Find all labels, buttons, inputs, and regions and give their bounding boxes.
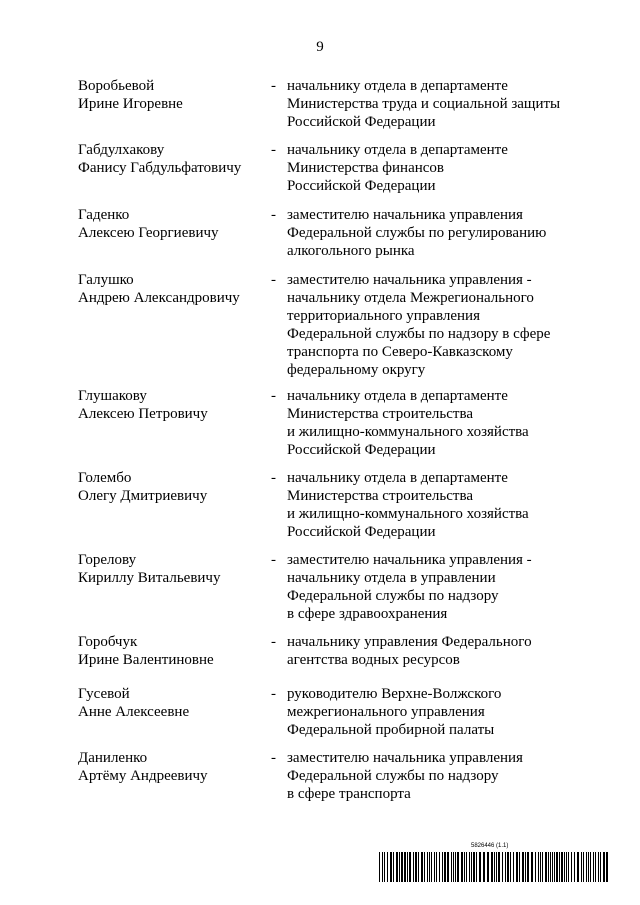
entry-position bbox=[287, 633, 577, 669]
page-number: 9 bbox=[316, 39, 324, 55]
entry-name bbox=[78, 469, 263, 505]
position-line: агентства водных ресурсов bbox=[287, 652, 460, 668]
entry-dash: - bbox=[271, 552, 276, 568]
given-names: Андрею Александровичу bbox=[78, 290, 240, 306]
given-names: Ирине Валентиновне bbox=[78, 652, 214, 668]
given-names: Анне Алексеевне bbox=[78, 704, 190, 720]
position-line: начальнику отдела в управлении bbox=[287, 570, 496, 586]
entry-position bbox=[287, 141, 577, 195]
entry-position bbox=[287, 387, 577, 459]
entry-name bbox=[78, 141, 263, 177]
position-line: Министерства финансов bbox=[287, 160, 444, 176]
position-line: Министерства труда и социальной защиты bbox=[287, 96, 561, 112]
entry-dash: - bbox=[271, 388, 276, 404]
given-names: Кириллу Витальевичу bbox=[78, 570, 221, 586]
position-line: начальнику отдела Межрегионального bbox=[287, 290, 534, 306]
position-line: Федеральной службы по надзору в сфере bbox=[287, 326, 551, 342]
entry-name bbox=[78, 206, 263, 242]
entry-name bbox=[78, 633, 263, 669]
entry-name bbox=[78, 77, 263, 113]
position-line: Российской Федерации bbox=[287, 178, 436, 194]
position-line: заместителю начальника управления bbox=[287, 750, 523, 766]
barcode-caption: 5826446 (1.1) bbox=[471, 843, 509, 849]
position-line: в сфере транспорта bbox=[287, 786, 411, 802]
position-line: заместителю начальника управления bbox=[287, 207, 523, 223]
given-names: Алексею Георгиевичу bbox=[78, 225, 219, 241]
entry-position bbox=[287, 206, 577, 260]
position-line: транспорта по Северо-Кавказскому bbox=[287, 344, 513, 360]
position-line: начальнику отдела в департаменте bbox=[287, 388, 508, 404]
position-line: алкогольного рынка bbox=[287, 243, 415, 259]
position-line: Федеральной службы по регулированию bbox=[287, 225, 547, 241]
position-line: в сфере здравоохранения bbox=[287, 606, 448, 622]
barcode-icon bbox=[379, 852, 610, 882]
position-line: федеральному округу bbox=[287, 362, 426, 378]
position-line: Российской Федерации bbox=[287, 114, 436, 130]
position-line: Федеральной пробирной палаты bbox=[287, 722, 495, 738]
surname: Горелову bbox=[78, 552, 137, 568]
document-barcode bbox=[379, 843, 610, 885]
position-line: и жилищно-коммунального хозяйства bbox=[287, 424, 529, 440]
position-line: Федеральной службы по надзору bbox=[287, 768, 499, 784]
given-names: Ирине Игоревне bbox=[78, 96, 183, 112]
entry-name bbox=[78, 271, 263, 307]
entry-name bbox=[78, 387, 263, 423]
entry-position bbox=[287, 271, 577, 379]
position-line: Министерства строительства bbox=[287, 406, 474, 422]
entry-position bbox=[287, 749, 577, 803]
surname: Даниленко bbox=[78, 750, 148, 766]
entry-name bbox=[78, 551, 263, 587]
surname: Гаденко bbox=[78, 207, 130, 223]
position-line: начальнику отдела в департаменте bbox=[287, 142, 508, 158]
surname: Галушко bbox=[78, 272, 134, 288]
entry-position bbox=[287, 77, 577, 131]
entry-dash: - bbox=[271, 78, 276, 94]
entry-dash: - bbox=[271, 686, 276, 702]
position-line: Российской Федерации bbox=[287, 524, 436, 540]
entry-position bbox=[287, 551, 577, 623]
entry-dash: - bbox=[271, 750, 276, 766]
position-line: Российской Федерации bbox=[287, 442, 436, 458]
position-line: начальнику отдела в департаменте bbox=[287, 78, 508, 94]
position-line: руководителю Верхне-Волжского bbox=[287, 686, 502, 702]
entry-dash: - bbox=[271, 142, 276, 158]
entry-position bbox=[287, 685, 577, 739]
position-line: Федеральной службы по надзору bbox=[287, 588, 499, 604]
given-names: Алексею Петровичу bbox=[78, 406, 208, 422]
position-line: территориального управления bbox=[287, 308, 480, 324]
entry-name bbox=[78, 749, 263, 785]
entry-dash: - bbox=[271, 272, 276, 288]
entry-position bbox=[287, 469, 577, 541]
position-line: заместителю начальника управления - bbox=[287, 272, 532, 288]
entry-name bbox=[78, 685, 263, 721]
surname: Воробьевой bbox=[78, 78, 155, 94]
position-line: заместителю начальника управления - bbox=[287, 552, 532, 568]
surname: Глушакову bbox=[78, 388, 147, 404]
entry-dash: - bbox=[271, 470, 276, 486]
position-line: Министерства строительства bbox=[287, 488, 474, 504]
surname: Габдулхакову bbox=[78, 142, 165, 158]
entry-dash: - bbox=[271, 207, 276, 223]
surname: Голембо bbox=[78, 470, 132, 486]
surname: Горобчук bbox=[78, 634, 138, 650]
given-names: Олегу Дмитриевичу bbox=[78, 488, 208, 504]
surname: Гусевой bbox=[78, 686, 130, 702]
position-line: начальнику отдела в департаменте bbox=[287, 470, 508, 486]
position-line: и жилищно-коммунального хозяйства bbox=[287, 506, 529, 522]
given-names: Артёму Андреевичу bbox=[78, 768, 208, 784]
position-line: межрегионального управления bbox=[287, 704, 485, 720]
position-line: начальнику управления Федерального bbox=[287, 634, 532, 650]
entry-dash: - bbox=[271, 634, 276, 650]
given-names: Фанису Габдульфатовичу bbox=[78, 160, 242, 176]
